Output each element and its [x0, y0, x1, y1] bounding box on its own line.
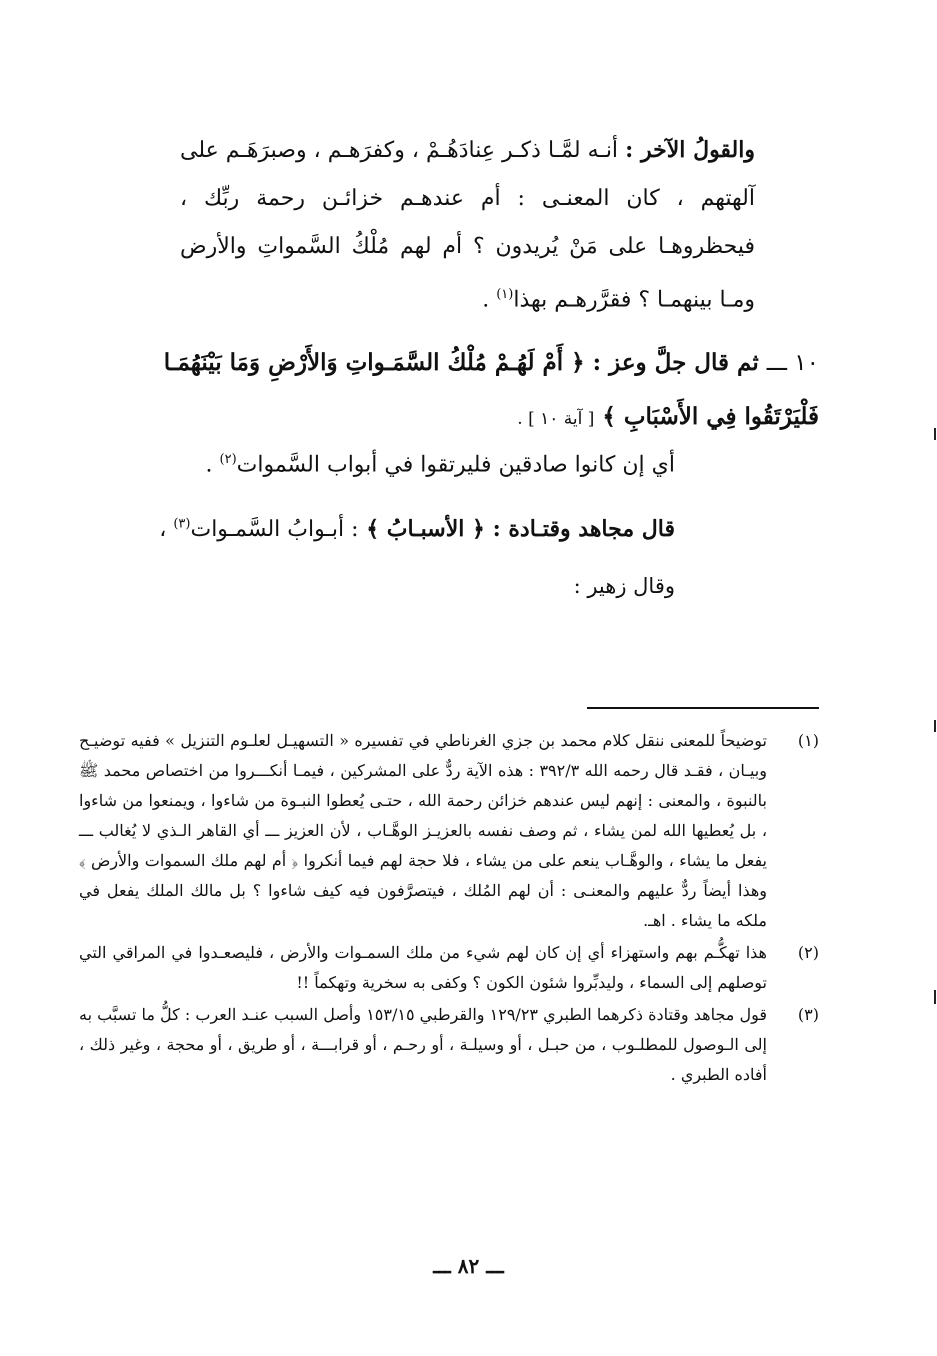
footnote-text: قول مجاهد وقتادة ذكرهما الطبري ١٢٩/٢٣ والقرطبي ١٥٣/١٥ وأصل السبب عنـد العرب : كلُّ ما تسبَّب به إلى الـوصول للمطلـوب ، من حبـل ، أو وسيلـة ، أو رحـم ، أو قرابـــة ، أو طريق ، أو محجة ، وغير ذلك ، أفاده الطبري . — [79, 1005, 768, 1084]
footnote-3 — [79, 1000, 819, 1090]
quran-quote: ﴿ أَمْ لَهُـمْ مُلْكُ السَّمَـواتِ وَالأَرْضِ وَمَا بَيْنَهُمَـا فَلْيَرْتَقُوا فِي الأَسْبَابِ ﴾ — [163, 349, 819, 430]
section-number: ١٠ ـــ — [766, 350, 819, 376]
footnote-2 — [79, 938, 819, 998]
footnote-ref-1: (١) — [496, 287, 514, 302]
ayah-reference: [ آية ١٠ ] . — [517, 409, 595, 429]
line-text: وقال زهير : — [573, 574, 675, 598]
footnote-ref-2: (٢) — [219, 452, 237, 467]
line-mujahid-qatada — [159, 516, 675, 542]
quran-word-quote: ﴿ الأسبـابُ ﴾ — [366, 516, 485, 542]
line-if-truthful — [206, 452, 676, 477]
verse-intro: ثم قال جلَّ وعز : — [592, 349, 759, 376]
verse-section-10 — [119, 336, 819, 446]
line-text: : أبـوابُ السَّمـوات — [190, 517, 359, 542]
line-lead: قال مجاهد وقتـادة : — [492, 516, 675, 542]
scan-edge-mark — [934, 428, 936, 440]
footnote-number: (٣) — [797, 1005, 819, 1024]
footnote-number: (٢) — [797, 943, 819, 962]
line-end: ، — [159, 517, 174, 542]
line-text: أي إن كانوا صادقين فليرتقوا في أبواب السَّموات — [236, 452, 675, 478]
footnote-ref-3: (٣) — [173, 516, 191, 532]
scan-edge-mark — [934, 990, 936, 1004]
footnote-text: توضيحاً للمعنى ننقل كلام محمد بن جزي الغرناطي في تفسيره « التسهيـل لعلـوم التنزيل » ففيه توضيـح وبيـان ، فقـد قال رحمه الله ٣٩٢/٣ : هذه الآية ردٌّ على المشركين ، فيمـا أنكـــروا من اختصاص محمد ﷺ بالنبوة ، والمعنى : إنهم ليس عندهم خزائن رحمة الله ، حتـى يُعطوا النبـوة من شاءوا ، ويمنعوا من شاءوا ، بل يُعطيها الله لمن يشاء ، ثم وصف نفسه بالعزيـز الوهَّـاب ، لأن العزيز ـــ أي القاهر الـذي لا يُغالب ـــ يفعل ما يشاء ، والوهَّـاب ينعم على من يشاء ، فلا حجة لهم فيما أنكروا ﴿ أم لهم ملك السموات والأرض ﴾ وهذا أيضاً ردٌّ عليهم والمعنـى : أن لهم المُلك ، فيتصرَّفون فيه كيف شاءوا ؟ بل مالك الملك يفعل في ملكه ما يشاء . اهـ. — [79, 731, 767, 930]
paragraph-lead: والقولُ الآخر : — [625, 137, 755, 163]
line-end: . — [205, 452, 220, 478]
scan-edge-mark — [934, 720, 936, 732]
footnote-separator — [587, 707, 819, 709]
line-zuhayr — [574, 574, 675, 598]
footnotes-section — [79, 726, 819, 1092]
footnote-text: هذا تهكُّـم بهم واستهزاء أي إن كان لهم شيء من ملك السمـوات والأرض ، فليصعـدوا في المراقي التي توصلهم إلى السماء ، وليدبِّروا شئون الكون ؟ وكفى به سخرية وتهكماً !! — [79, 943, 767, 992]
page-number: ـــ ٨٢ ـــ — [433, 1254, 504, 1278]
paragraph-second-opinion — [180, 126, 755, 324]
paragraph-text: أنـه لمَّـا ذكـر عِنادَهُـمْ ، وكفرَهـم ، وصبرَهَـم على آلهتهم ، كان المعنـى : أم عندهـم خزائـن رحمة ربِّك ، فيحظروهـا على مَنْ يُريدون ؟ أم لهم مُلْكُ السَّمواتِ والأرض ومـا بينهمـا ؟ فقرَّرهـم بهذا — [180, 138, 756, 313]
footnote-number: (١) — [797, 731, 819, 750]
paragraph-end: . — [482, 287, 497, 313]
footnote-1 — [79, 726, 819, 936]
